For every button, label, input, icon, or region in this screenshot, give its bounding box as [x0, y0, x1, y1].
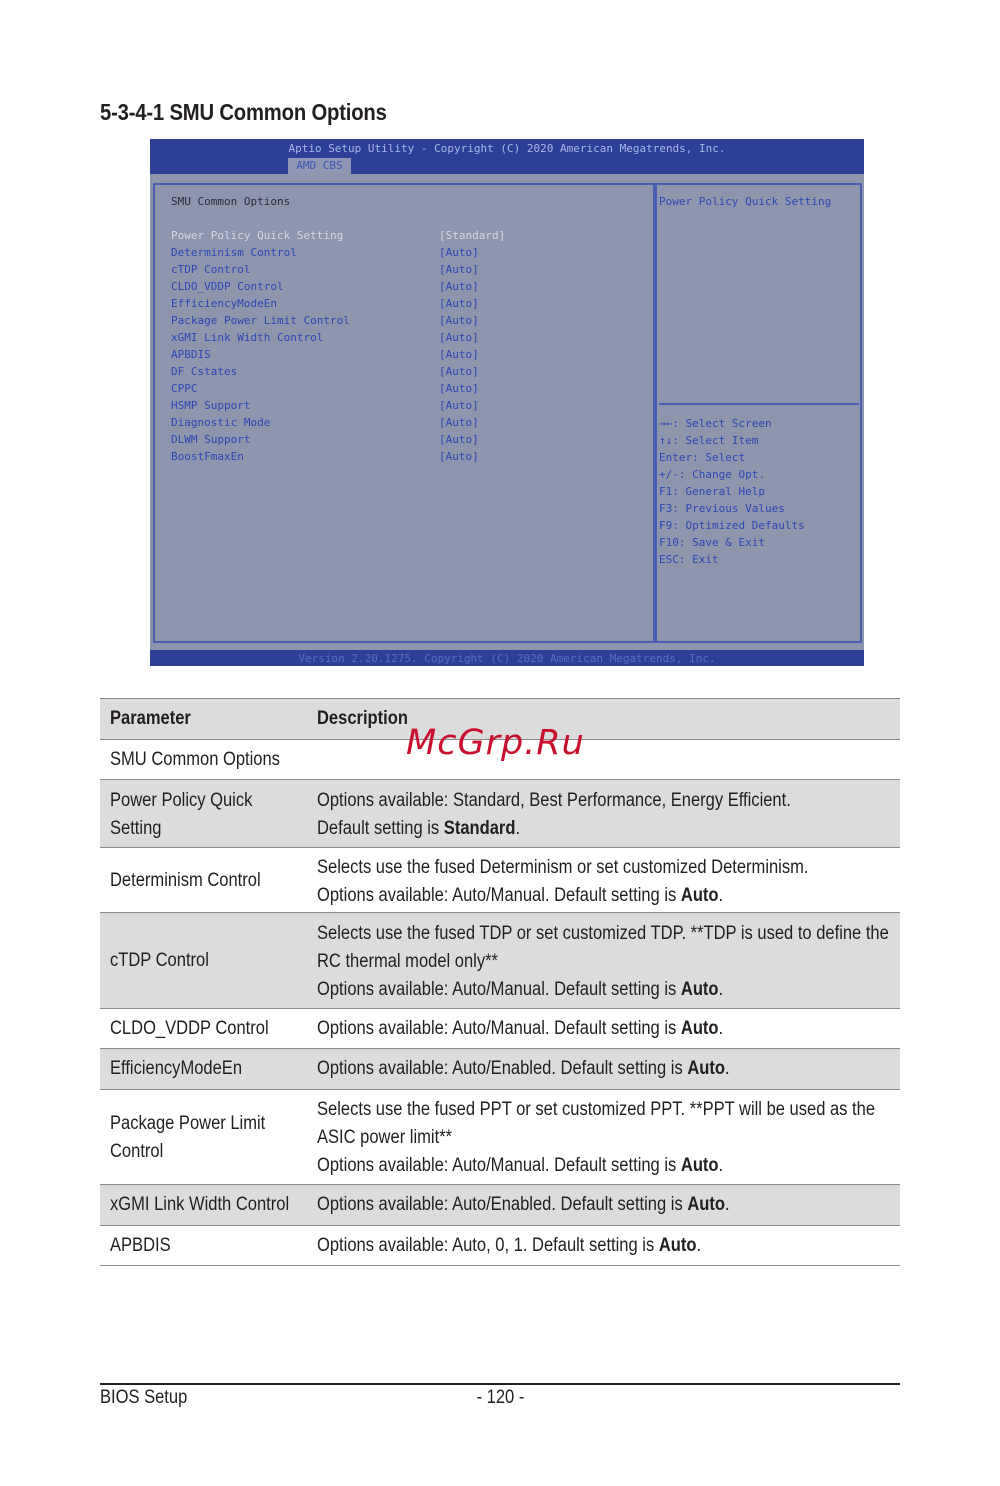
key-hint: →←: Select Screen	[659, 417, 772, 430]
bios-item-label: BoostFmaxEn	[171, 450, 244, 463]
bios-item-power-policy[interactable]	[171, 227, 651, 244]
param-description: Options available: Auto, 0, 1. Default setting is Auto.	[317, 1235, 702, 1256]
bios-item-apbdis[interactable]	[171, 346, 651, 363]
param-description: Selects use the fused PPT or set customized PPT. **PPT will be used as the	[317, 1099, 876, 1120]
bios-item-cppc[interactable]	[171, 380, 651, 397]
bios-panel-heading: SMU Common Options	[171, 195, 291, 208]
param-description: Selects use the fused Determinism or set customized Determinism.	[317, 857, 809, 878]
key-hint: ESC: Exit	[659, 553, 719, 566]
bios-item-label: cTDP Control	[171, 263, 251, 276]
bios-item-package-power-limit[interactable]	[171, 312, 651, 329]
param-name: APBDIS	[110, 1235, 171, 1256]
param-name: Control	[110, 1141, 164, 1162]
param-name: Power Policy Quick	[110, 790, 253, 811]
bios-item-boost-fmax[interactable]	[171, 448, 651, 465]
bios-item-df-cstates[interactable]	[171, 363, 651, 380]
bios-help-divider	[659, 403, 859, 405]
param-name: xGMI Link Width Control	[110, 1194, 290, 1215]
bios-item-ctdp[interactable]	[171, 261, 651, 278]
table-row	[100, 1048, 900, 1089]
bios-item-value: [Auto]	[439, 433, 479, 446]
bios-screenshot	[150, 139, 864, 666]
bios-item-cldo-vddp[interactable]	[171, 278, 651, 295]
bios-item-value: [Auto]	[439, 263, 479, 276]
section-title: 5-3-4-1 SMU Common Options	[100, 99, 387, 125]
bios-item-value: [Auto]	[439, 348, 479, 361]
bios-item-value: [Auto]	[439, 399, 479, 412]
page-number: - 120 -	[476, 1387, 524, 1408]
table-row	[100, 1008, 900, 1048]
bios-item-dlwm-support[interactable]	[171, 431, 651, 448]
param-name: cTDP Control	[110, 950, 209, 971]
table-row	[100, 1225, 900, 1266]
param-name: Setting	[110, 818, 162, 839]
param-description: Options available: Auto/Manual. Default setting is Auto.	[317, 885, 724, 906]
bios-item-value: [Auto]	[439, 416, 479, 429]
bios-item-label: Determinism Control	[171, 246, 297, 259]
bios-item-efficiency-mode[interactable]	[171, 295, 651, 312]
table-row	[100, 1184, 900, 1225]
param-description: Options available: Auto/Manual. Default setting is Auto.	[317, 1155, 724, 1176]
param-description: Options available: Auto/Enabled. Default setting is Auto.	[317, 1058, 730, 1079]
param-name: SMU Common Options	[110, 749, 280, 770]
bios-item-determinism[interactable]	[171, 244, 651, 261]
bios-item-label: Package Power Limit Control	[171, 314, 350, 327]
bios-item-value: [Standard]	[439, 229, 506, 242]
param-description: RC thermal model only**	[317, 951, 498, 972]
param-description: Selects use the fused TDP or set customized TDP. **TDP is used to define the	[317, 923, 889, 944]
table-row	[100, 847, 900, 912]
table-row	[100, 779, 900, 847]
param-name: CLDO_VDDP Control	[110, 1018, 269, 1039]
key-hint: F1: General Help	[659, 485, 765, 498]
bios-item-label: Power Policy Quick Setting	[171, 229, 344, 242]
key-hint: F3: Previous Values	[659, 502, 785, 515]
bios-item-value: [Auto]	[439, 280, 479, 293]
key-hint: Enter: Select	[659, 451, 746, 464]
key-hint: F10: Save & Exit	[659, 536, 765, 549]
bios-item-label: CLDO_VDDP Control	[171, 280, 284, 293]
bios-item-value: [Auto]	[439, 314, 479, 327]
bios-item-value: [Auto]	[439, 365, 479, 378]
bios-help-title: Power Policy Quick Setting	[659, 195, 832, 208]
param-description: Default setting is Standard.	[317, 818, 521, 839]
bios-item-hsmp-support[interactable]	[171, 397, 651, 414]
bios-item-value: [Auto]	[439, 382, 479, 395]
param-description: Options available: Auto/Manual. Default setting is Auto.	[317, 979, 724, 1000]
footer-section-name: BIOS Setup	[100, 1387, 188, 1408]
parameter-table	[100, 698, 900, 1266]
param-description: Options available: Standard, Best Performance, Energy Efficient.	[317, 790, 791, 811]
key-hint: ↑↓: Select Item	[659, 434, 759, 447]
key-hint: +/-: Change Opt.	[659, 468, 765, 481]
bios-item-label: DLWM Support	[171, 433, 251, 446]
table-row	[100, 912, 900, 1008]
bios-item-xgmi-link-width[interactable]	[171, 329, 651, 346]
bios-key-legend	[659, 415, 805, 568]
param-name: Determinism Control	[110, 870, 261, 891]
key-hint: F9: Optimized Defaults	[659, 519, 805, 532]
param-description: Options available: Auto/Manual. Default setting is Auto.	[317, 1018, 724, 1039]
footer-divider	[100, 1383, 900, 1385]
param-name: EfficiencyModeEn	[110, 1058, 243, 1079]
bios-item-list	[171, 227, 651, 465]
bios-item-label: HSMP Support	[171, 399, 251, 412]
bios-title-bar: Aptio Setup Utility - Copyright (C) 2020 American Megatrends, Inc.	[288, 142, 726, 155]
header-description: Description	[317, 708, 408, 729]
bios-body	[150, 174, 864, 650]
bios-help-panel	[655, 183, 862, 643]
watermark-text: McGrp.Ru	[406, 723, 585, 763]
bios-item-label: CPPC	[171, 382, 198, 395]
bios-item-label: EfficiencyModeEn	[171, 297, 277, 310]
bios-item-label: APBDIS	[171, 348, 211, 361]
bios-item-label: DF Cstates	[171, 365, 238, 378]
bios-item-value: [Auto]	[439, 246, 479, 259]
table-row	[100, 1089, 900, 1184]
bios-tab-amd-cbs[interactable]: AMD CBS	[288, 158, 351, 174]
bios-main-panel	[153, 183, 655, 643]
bios-item-value: [Auto]	[439, 331, 479, 344]
param-description: ASIC power limit**	[317, 1127, 453, 1148]
bios-item-value: [Auto]	[439, 450, 479, 463]
bios-item-label: Diagnostic Mode	[171, 416, 271, 429]
param-name: Package Power Limit	[110, 1113, 266, 1134]
bios-footer: Version 2.20.1275. Copyright (C) 2020 American Megatrends, Inc.	[298, 652, 716, 665]
bios-item-value: [Auto]	[439, 297, 479, 310]
bios-item-label: xGMI Link Width Control	[171, 331, 324, 344]
header-parameter: Parameter	[110, 708, 191, 729]
bios-item-diagnostic-mode[interactable]	[171, 414, 651, 431]
param-description: Options available: Auto/Enabled. Default setting is Auto.	[317, 1194, 730, 1215]
